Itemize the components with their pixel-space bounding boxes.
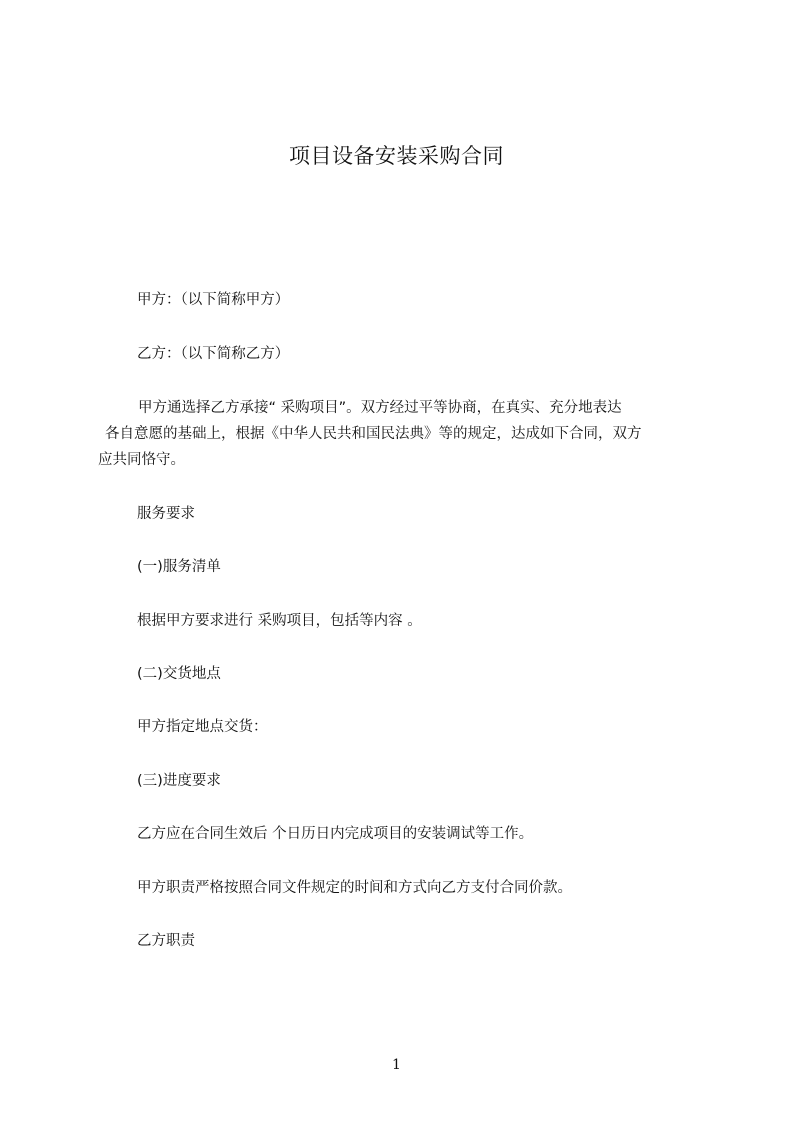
party-a-duty-text: 甲方职责严格按照合同文件规定的时间和方式向乙方支付合同价款。 bbox=[137, 880, 572, 896]
page-number: 1 bbox=[392, 1057, 401, 1073]
schedule-heading: (三)进度要求 bbox=[137, 773, 221, 789]
section-service-heading: 服务要求 bbox=[137, 506, 195, 522]
intro-line-1: 甲方通选择乙方承接“ 采购项目”。双方经过平等协商，在真实、充分地表达 bbox=[138, 400, 622, 416]
delivery-location-heading: (二)交货地点 bbox=[137, 666, 221, 682]
delivery-location-text: 甲方指定地点交货： bbox=[137, 719, 268, 735]
service-list-heading: (一)服务清单 bbox=[137, 559, 221, 575]
intro-line-3: 应共同恪守。 bbox=[98, 452, 185, 468]
party-a-line: 甲方：（以下简称甲方） bbox=[137, 292, 290, 308]
party-b-line: 乙方：（以下简称乙方） bbox=[137, 346, 290, 362]
intro-line-2: 各自意愿的基础上，根据《中华人民共和国民法典》等的规定，达成如下合同，双方 bbox=[105, 426, 642, 442]
schedule-text: 乙方应在合同生效后 个日历日内完成项目的安装调试等工作。 bbox=[137, 826, 534, 842]
service-list-text: 根据甲方要求进行 采购项目，包括等内容 。 bbox=[137, 613, 422, 629]
document-title: 项目设备安装采购合同 bbox=[289, 144, 504, 168]
party-b-duty-heading: 乙方职责 bbox=[137, 933, 195, 949]
